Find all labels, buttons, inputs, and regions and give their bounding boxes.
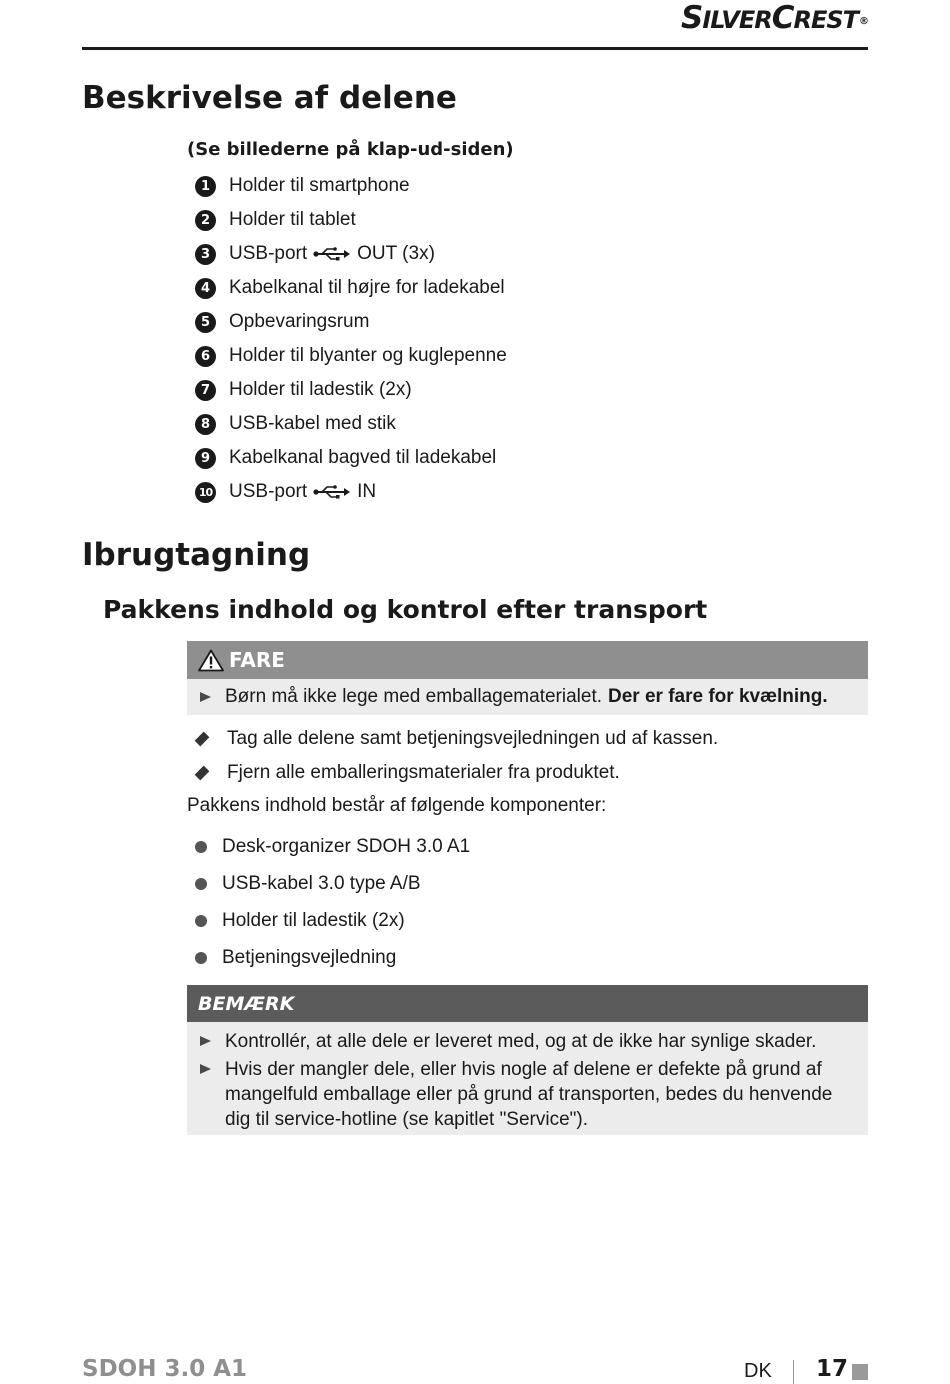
list-item: 8 USB-kabel med stik — [195, 407, 507, 441]
number-badge: 1 — [195, 176, 216, 197]
number-badge: 4 — [195, 278, 216, 299]
list-item: 6 Holder til blyanter og kuglepenne — [195, 339, 507, 373]
bullet-dot-icon — [195, 841, 207, 853]
number-badge: 6 — [195, 346, 216, 367]
list-item: Tag alle delene samt betjeningsvejledningen ud af kassen. — [195, 722, 718, 756]
warning-label: FARE — [229, 648, 285, 672]
list-item: 5 Opbevaringsrum — [195, 305, 507, 339]
warning-triangle-icon — [198, 649, 224, 672]
contents-list — [195, 828, 470, 976]
footer-square-icon — [852, 1364, 868, 1380]
list-item: 10 USB-port IN — [195, 475, 507, 509]
bullet-dot-icon — [195, 878, 207, 890]
number-badge: 8 — [195, 414, 216, 435]
list-item: 2 Holder til tablet — [195, 203, 507, 237]
list-item: 9 Kabelkanal bagved til ladekabel — [195, 441, 507, 475]
arrow-icon — [200, 1036, 211, 1046]
bullet-dot-icon — [195, 952, 207, 964]
header-rule — [82, 47, 868, 50]
diamond-bullet-icon — [195, 766, 210, 781]
usb-icon — [313, 247, 351, 261]
list-item: 3 USB-port OUT (3x) — [195, 237, 507, 271]
note-header — [187, 985, 868, 1022]
number-badge: 5 — [195, 312, 216, 333]
number-badge: 10 — [195, 482, 216, 503]
footer-model: SDOH 3.0 A1 — [82, 1356, 248, 1382]
number-badge: 2 — [195, 210, 216, 231]
section-title-parts: Beskrivelse af delene — [82, 80, 457, 116]
parts-list — [195, 169, 507, 509]
section-title-setup: Ibrugtagning — [82, 537, 311, 573]
list-item: Betjeningsvejledning — [195, 939, 470, 976]
number-badge: 3 — [195, 244, 216, 265]
number-badge: 9 — [195, 448, 216, 469]
footer-divider — [793, 1360, 794, 1384]
contents-intro: Pakkens indhold består af følgende komponenter: — [187, 795, 607, 816]
parts-subnote: (Se billederne på klap-ud-siden) — [187, 139, 514, 160]
list-item: 7 Holder til ladestik (2x) — [195, 373, 507, 407]
usb-icon — [313, 485, 351, 499]
subsection-title: Pakkens indhold og kontrol efter transport — [103, 595, 708, 624]
note-label: BEMÆRK — [198, 992, 295, 1015]
brand-logo: SILVERCREST® — [681, 0, 868, 36]
footer-language: DK — [744, 1360, 772, 1382]
list-item: Fjern alle emballeringsmaterialer fra produktet. — [195, 756, 718, 790]
list-item: USB-kabel 3.0 type A/B — [195, 865, 470, 902]
list-item: 1 Holder til smartphone — [195, 169, 507, 203]
steps-list — [195, 722, 718, 790]
note-item: Hvis der mangler dele, eller hvis nogle af delene er defekte på grund af mangelfuld emballage eller på grund af transporten, bedes du henvende dig til service-hotline (se kapitlet "Service"). — [187, 1057, 855, 1132]
warning-body: Børn må ikke lege med emballagematerialet. Der er fare for kvælning. — [187, 679, 868, 715]
diamond-bullet-icon — [195, 732, 210, 747]
number-badge: 7 — [195, 380, 216, 401]
warning-header — [187, 641, 868, 679]
bullet-dot-icon — [195, 915, 207, 927]
list-item: Desk-organizer SDOH 3.0 A1 — [195, 828, 470, 865]
note-body — [187, 1022, 868, 1135]
arrow-icon — [200, 692, 211, 702]
list-item: 4 Kabelkanal til højre for ladekabel — [195, 271, 507, 305]
note-item: Kontrollér, at alle dele er leveret med, og at de ikke har synlige skader. — [187, 1029, 855, 1054]
list-item: Holder til ladestik (2x) — [195, 902, 470, 939]
arrow-icon — [200, 1064, 211, 1074]
page-number: 17 — [816, 1356, 849, 1382]
